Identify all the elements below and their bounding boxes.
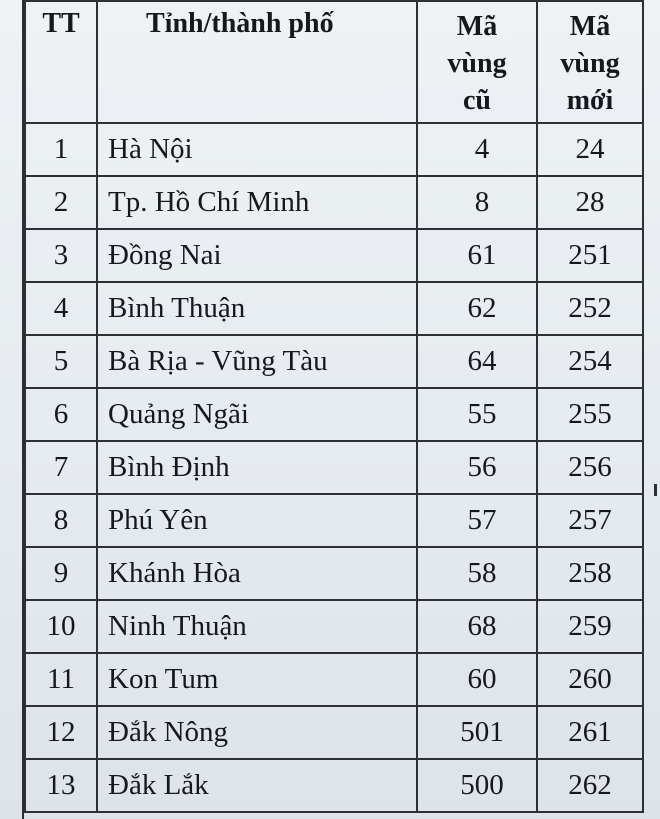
area-code-table (24, 0, 644, 813)
cell-new-code: 24 (537, 123, 643, 176)
table-row (25, 653, 643, 706)
table-row (25, 282, 643, 335)
table-row (25, 706, 643, 759)
cell-province: Bình Thuận (97, 282, 417, 335)
cell-province: Hà Nội (97, 123, 417, 176)
cell-province: Đắk Lắk (97, 759, 417, 812)
cell-tt: 6 (25, 388, 97, 441)
cell-province: Đồng Nai (97, 229, 417, 282)
table-row (25, 547, 643, 600)
cell-tt: 12 (25, 706, 97, 759)
cell-tt: 3 (25, 229, 97, 282)
cell-old-code: 8 (417, 176, 537, 229)
header-old-code (417, 1, 537, 123)
header-old-code-line-3: cũ (463, 85, 491, 116)
cell-province: Khánh Hòa (97, 547, 417, 600)
table-row (25, 388, 643, 441)
header-new-code-line-2: vùng (560, 48, 620, 79)
cell-old-code: 501 (417, 706, 537, 759)
table-row (25, 229, 643, 282)
cell-tt: 8 (25, 494, 97, 547)
table-row (25, 123, 643, 176)
table-row (25, 176, 643, 229)
cell-new-code: 257 (537, 494, 643, 547)
cell-province: Kon Tum (97, 653, 417, 706)
cell-old-code: 61 (417, 229, 537, 282)
cell-new-code: 262 (537, 759, 643, 812)
cell-old-code: 64 (417, 335, 537, 388)
cell-new-code: 256 (537, 441, 643, 494)
cell-old-code: 56 (417, 441, 537, 494)
cell-tt: 13 (25, 759, 97, 812)
cell-old-code: 68 (417, 600, 537, 653)
header-new-code (537, 1, 643, 123)
edge-mark (654, 484, 657, 496)
cell-province: Phú Yên (97, 494, 417, 547)
table-row (25, 441, 643, 494)
cell-province: Bà Rịa - Vũng Tàu (97, 335, 417, 388)
table-row (25, 759, 643, 812)
cell-tt: 2 (25, 176, 97, 229)
cell-old-code: 57 (417, 494, 537, 547)
cell-new-code: 28 (537, 176, 643, 229)
header-old-code-line-1: Mã (456, 11, 498, 42)
cell-old-code: 4 (417, 123, 537, 176)
cell-new-code: 254 (537, 335, 643, 388)
cell-tt: 7 (25, 441, 97, 494)
table-row (25, 494, 643, 547)
cell-old-code: 58 (417, 547, 537, 600)
cell-province: Ninh Thuận (97, 600, 417, 653)
cell-new-code: 258 (537, 547, 643, 600)
cell-old-code: 60 (417, 653, 537, 706)
cell-old-code: 55 (417, 388, 537, 441)
cell-tt: 9 (25, 547, 97, 600)
cell-province: Bình Định (97, 441, 417, 494)
header-tt: TT (25, 1, 97, 123)
header-row (25, 1, 643, 123)
cell-tt: 10 (25, 600, 97, 653)
cell-new-code: 255 (537, 388, 643, 441)
header-province: Tỉnh/thành phố (97, 1, 417, 123)
cell-new-code: 261 (537, 706, 643, 759)
cell-new-code: 251 (537, 229, 643, 282)
header-new-code-line-3: mới (566, 85, 614, 116)
cell-old-code: 500 (417, 759, 537, 812)
cell-old-code: 62 (417, 282, 537, 335)
cell-tt: 11 (25, 653, 97, 706)
cell-tt: 1 (25, 123, 97, 176)
cell-province: Tp. Hồ Chí Minh (97, 176, 417, 229)
cell-province: Đắk Nông (97, 706, 417, 759)
cell-new-code: 260 (537, 653, 643, 706)
header-old-code-line-2: vùng (447, 48, 507, 79)
table-row (25, 600, 643, 653)
cell-new-code: 259 (537, 600, 643, 653)
table-row (25, 335, 643, 388)
cell-new-code: 252 (537, 282, 643, 335)
cell-tt: 5 (25, 335, 97, 388)
header-new-code-line-1: Mã (569, 11, 611, 42)
cell-tt: 4 (25, 282, 97, 335)
cell-province: Quảng Ngãi (97, 388, 417, 441)
